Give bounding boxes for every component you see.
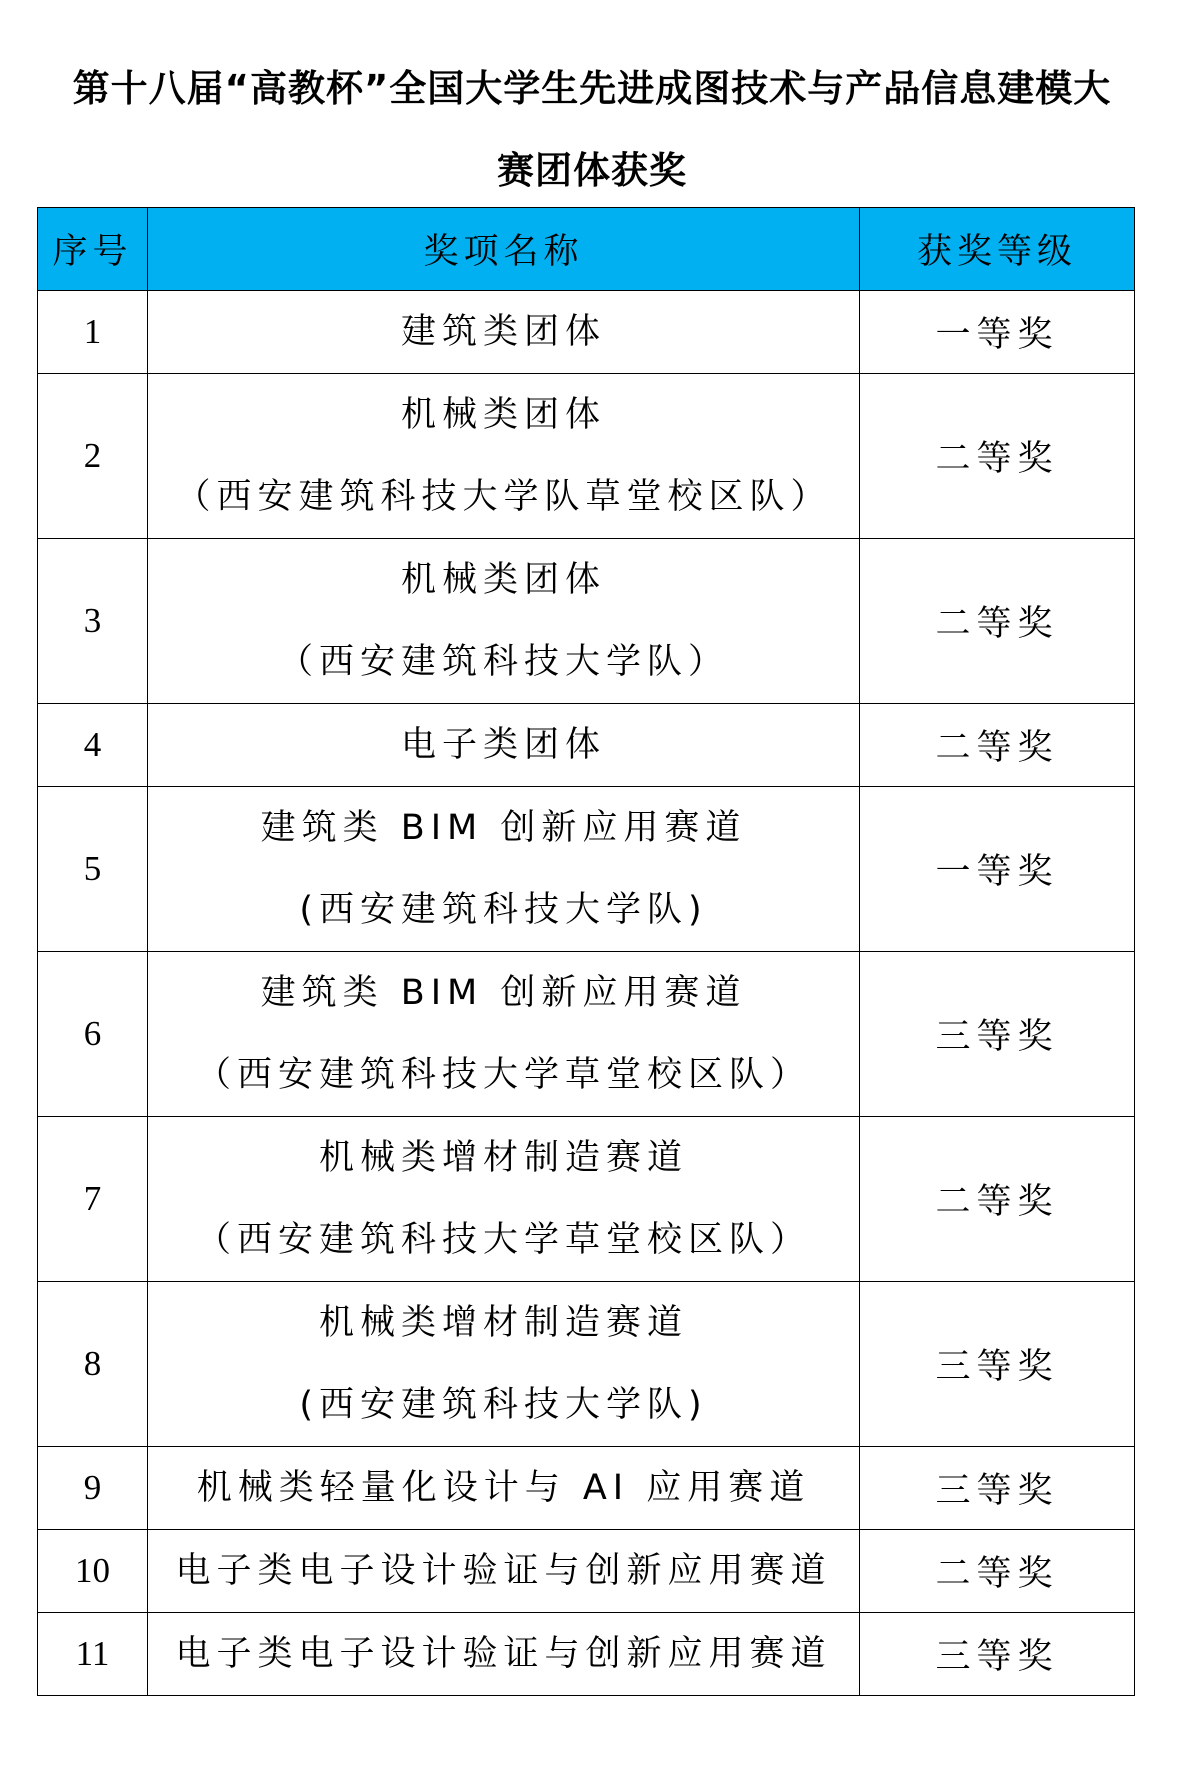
row-award-name — [148, 539, 860, 704]
header-name: 奖项名称 — [148, 208, 860, 291]
table-row — [38, 704, 1135, 787]
row-award-level: 二等奖 — [860, 539, 1135, 704]
title-line-1: 第十八届“高教杯”全国大学生先进成图技术与产品信息建模大 — [72, 67, 1112, 110]
award-name: 机械类团体 — [400, 395, 606, 435]
row-award-name — [148, 1613, 860, 1696]
row-award-name — [148, 1117, 860, 1282]
award-name: 机械类团体 — [400, 560, 606, 600]
document-title — [40, 48, 1144, 212]
table-row — [38, 1613, 1135, 1696]
row-award-name — [148, 1530, 860, 1613]
table-row — [38, 1530, 1135, 1613]
row-award-level: 二等奖 — [860, 374, 1135, 539]
row-award-level: 一等奖 — [860, 291, 1135, 374]
table-row — [38, 1447, 1135, 1530]
header-index: 序号 — [38, 208, 148, 291]
awards-table — [37, 207, 1135, 1696]
table-row — [38, 952, 1135, 1117]
title-line-2: 赛团体获奖 — [497, 149, 687, 192]
table-row — [38, 291, 1135, 374]
table-body — [38, 291, 1135, 1696]
award-name: 机械类轻量化设计与 AI 应用赛道 — [196, 1468, 811, 1508]
award-name: 建筑类团体 — [400, 312, 606, 352]
award-team: (西安建筑科技大学队) — [299, 890, 708, 930]
row-index: 11 — [38, 1613, 148, 1696]
row-award-level: 二等奖 — [860, 704, 1135, 787]
row-award-level: 三等奖 — [860, 952, 1135, 1117]
row-index: 10 — [38, 1530, 148, 1613]
table-row — [38, 1282, 1135, 1447]
award-team: （西安建筑科技大学草堂校区队） — [195, 1055, 811, 1095]
row-index: 2 — [38, 374, 148, 539]
award-team: （西安建筑科技大学草堂校区队） — [195, 1220, 811, 1260]
row-award-level: 二等奖 — [860, 1117, 1135, 1282]
row-index: 7 — [38, 1117, 148, 1282]
award-name: 电子类团体 — [400, 725, 606, 765]
row-award-name — [148, 952, 860, 1117]
row-index: 3 — [38, 539, 148, 704]
row-award-level: 三等奖 — [860, 1447, 1135, 1530]
row-index: 9 — [38, 1447, 148, 1530]
row-index: 6 — [38, 952, 148, 1117]
award-team: (西安建筑科技大学队) — [299, 1385, 708, 1425]
award-name: 电子类电子设计验证与创新应用赛道 — [175, 1634, 832, 1674]
row-award-level: 三等奖 — [860, 1613, 1135, 1696]
award-name: 机械类增材制造赛道 — [318, 1138, 688, 1178]
award-name: 机械类增材制造赛道 — [318, 1303, 688, 1343]
row-index: 8 — [38, 1282, 148, 1447]
row-award-name — [148, 374, 860, 539]
row-award-name — [148, 1282, 860, 1447]
award-name: 建筑类 BIM 创新应用赛道 — [260, 808, 747, 848]
award-name: 电子类电子设计验证与创新应用赛道 — [175, 1551, 832, 1591]
table-header-row — [38, 208, 1135, 291]
row-index: 4 — [38, 704, 148, 787]
table-row — [38, 539, 1135, 704]
header-level: 获奖等级 — [860, 208, 1135, 291]
row-index: 1 — [38, 291, 148, 374]
row-award-level: 一等奖 — [860, 787, 1135, 952]
row-award-level: 三等奖 — [860, 1282, 1135, 1447]
table-row — [38, 1117, 1135, 1282]
award-name: 建筑类 BIM 创新应用赛道 — [260, 973, 747, 1013]
row-award-name — [148, 1447, 860, 1530]
award-team: （西安建筑科技大学队草堂校区队） — [175, 477, 832, 517]
row-index: 5 — [38, 787, 148, 952]
row-award-name — [148, 704, 860, 787]
row-award-level: 二等奖 — [860, 1530, 1135, 1613]
row-award-name — [148, 787, 860, 952]
table-row — [38, 787, 1135, 952]
award-team: （西安建筑科技大学队） — [277, 642, 729, 682]
table-row — [38, 374, 1135, 539]
row-award-name — [148, 291, 860, 374]
